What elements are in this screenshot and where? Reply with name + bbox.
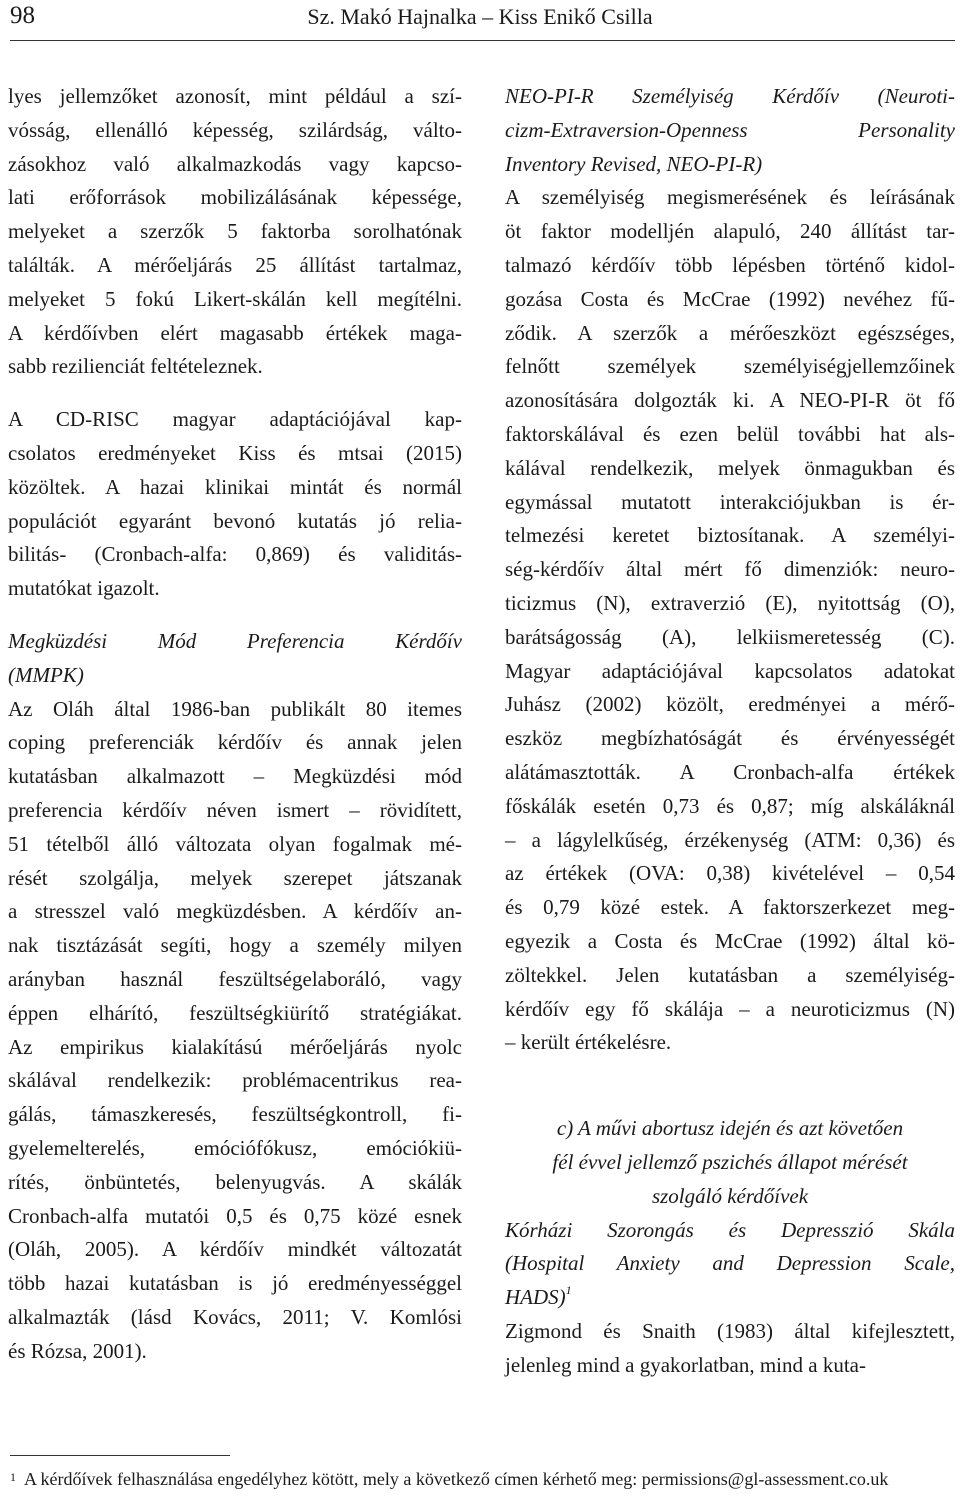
- text-line: HADS)$^1$: [505, 1283, 572, 1310]
- text-line: rítés, önbüntetés, belenyugvás. A skálák: [8, 1169, 462, 1194]
- text-line: főskálák esetén 0,73 és 0,87; míg alskáláknál: [505, 793, 955, 818]
- text-line: a stresszel való megküzdésben. A kérdőív an-: [8, 899, 462, 924]
- paragraph-neo-pi-r: [505, 181, 955, 1060]
- text-line: bilitás- (Cronbach-alfa: 0,869) és validitás-: [8, 542, 462, 567]
- text-line: kérdőív egy fő skálája – a neuroticizmus (N): [505, 996, 955, 1021]
- text-line: Az empirikus kialakítású mérőeljárás nyolc: [8, 1034, 462, 1059]
- text-line: (MMPK): [8, 662, 84, 687]
- text-line: zöltekkel. Jelen kutatásban a személyiség-: [505, 962, 955, 987]
- text-line: faktorskálával és ezen belül további hat als-: [505, 421, 955, 446]
- text-line: melyeket a szerzők 5 faktorba sorolhatónak: [8, 219, 462, 244]
- text-line: fél évvel jellemző pszichés állapot mérését: [552, 1149, 908, 1174]
- text-line: talmazó kérdőív több lépésben történő kidol-: [505, 252, 955, 277]
- paragraph-cd-risc: [8, 403, 462, 606]
- text-line: kutatásban alkalmazott – Megküzdési mód: [8, 764, 462, 789]
- text-line: gyelemelterelés, emóciófókusz, emóciókiü-: [8, 1135, 462, 1160]
- text-line: és Rózsa, 2001).: [8, 1338, 147, 1363]
- text-line: melyeket 5 fokú Likert-skálán kell megítélni.: [8, 286, 462, 311]
- paragraph-hads: [505, 1315, 955, 1383]
- text-line: NEO-PI-R Személyiség Kérdőív (Neuroti-: [505, 84, 955, 108]
- text-line: A személyiség megismerésének és leírásának: [505, 185, 955, 210]
- heading-hads: [505, 1214, 955, 1315]
- text-line: jelenleg mind a gyakorlatban, mind a kuta-: [505, 1352, 866, 1377]
- running-head: Sz. Makó Hajnalka – Kiss Enikő Csilla: [307, 4, 653, 29]
- text-line: gálás, támaszkeresés, feszültségkontroll, fi-: [8, 1102, 462, 1127]
- text-line: c) A művi abortusz idején és azt követően: [556, 1116, 904, 1141]
- text-line: egymással mutatott interakciójukban is ér-: [505, 489, 955, 514]
- text-line: – a lágylelkűség, érzékenység (ATM: 0,36) és: [505, 827, 955, 852]
- text-line: Zigmond és Snaith (1983) által kifejlesztett,: [505, 1318, 955, 1343]
- text-line: gozása Costa és McCrae (1992) nevéhez fű-: [505, 286, 955, 311]
- text-line: az értékek (OVA: 0,38) kivételével – 0,54: [505, 861, 955, 886]
- text-line: preferencia kérdőív néven ismert – rövidített,: [8, 797, 462, 822]
- footnote: [10, 1468, 888, 1490]
- text-line: lyes jellemzőket azonosít, mint például a szí-: [8, 84, 462, 108]
- paragraph-resilience: [8, 80, 462, 384]
- text-line: egyezik a Costa és McCrae (1992) által kö-: [505, 928, 955, 953]
- text-line: lati erőforrások mobilizálásának képessége,: [8, 185, 462, 210]
- text-line: Juhász (2002) közölt, eredményei a mérő-: [505, 692, 955, 717]
- text-line: eszköz megbízhatóságát és érvényességét: [505, 726, 955, 751]
- text-line: A CD-RISC magyar adaptációjával kap-: [8, 407, 462, 432]
- page-header: [0, 0, 960, 40]
- text-line: ség-kérdőív által mért fő dimenziók: neuro-: [505, 557, 955, 582]
- text-line: skálával rendelkezik: problémacentrikus rea-: [8, 1068, 462, 1093]
- text-line: – került értékelésre.: [505, 1030, 672, 1055]
- text-line: Magyar adaptációjával kapcsolatos adatokat: [505, 658, 955, 683]
- text-line: sabb rezilienciát feltételeznek.: [8, 354, 263, 379]
- text-line: Cronbach-alfa mutatói 0,5 és 0,75 közé esnek: [8, 1203, 462, 1228]
- text-line: Kórházi Szorongás és Depresszió Skála: [505, 1217, 955, 1242]
- text-line: azonosítására dolgozták ki. A NEO-PI-R öt fő: [505, 388, 955, 413]
- text-line: kálával rendelkezik, melyek önmagukban és: [505, 455, 955, 480]
- paragraph-mmpk: [8, 693, 462, 1369]
- footnote-reference: 1: [565, 1283, 572, 1298]
- text-line: Inventory Revised, NEO-PI-R): [505, 151, 763, 176]
- footnote-text: A kérdőívek felhasználása engedélyhez kötött, mely a következő címen kérhető meg: permissions@gl-assessment.co.uk: [24, 1469, 889, 1489]
- left-column: [8, 80, 462, 1368]
- footnote-mark: 1: [10, 1470, 16, 1484]
- section-heading-c: [505, 1112, 955, 1213]
- text-line: cizm-Extraversion-Openness Personality: [505, 117, 955, 142]
- text-line: zásokhoz való alkalmazkodás vagy kapcso-: [8, 151, 462, 176]
- text-line: telmezési keretet biztosítanak. A személyi-: [505, 523, 955, 548]
- heading-mmpk: [8, 625, 462, 693]
- heading-neo-pi-r: [505, 80, 955, 181]
- text-line: mutatókat igazolt.: [8, 576, 160, 601]
- text-line: éppen elhárító, feszültségkiürítő stratégiákat.: [8, 1000, 462, 1025]
- text-line: alátámasztották. A Cronbach-alfa értékek: [505, 759, 955, 784]
- header-rule: [10, 40, 955, 41]
- text-line: Megküzdési Mód Preferencia Kérdőív: [8, 628, 462, 653]
- text-line: közöltek. A hazai klinikai mintát és normál: [8, 474, 462, 499]
- text-line: Az Oláh által 1986-ban publikált 80 itemes: [8, 696, 462, 721]
- text-line: ződik. A szerzők a mérőeszközt egészséges,: [505, 320, 955, 345]
- right-column: [505, 80, 955, 1382]
- text-line: A kérdőívben elért magasabb értékek maga-: [8, 320, 462, 345]
- footnote-rule: [10, 1455, 230, 1456]
- text-line: csolatos eredményeket Kiss és mtsai (2015): [8, 440, 462, 465]
- text-line: vósság, ellenálló képesség, szilárdság, válto-: [8, 117, 462, 142]
- text-line: és 0,79 közé estek. A faktorszerkezet meg-: [505, 895, 955, 920]
- text-line: barátságosság (A), lelkiismeretesség (C).: [505, 624, 955, 649]
- text-line: felnőtt személyek személyiségjellemzőinek: [505, 354, 955, 379]
- text-line: populációt egyaránt bevonó kutatás jó relia-: [8, 508, 462, 533]
- text-line: rését szolgálja, melyek szerepet játszanak: [8, 865, 462, 890]
- text-line: öt faktor modelljén alapuló, 240 állítást tar-: [505, 219, 955, 244]
- text-line: coping preferenciák kérdőív és annak jelen: [8, 730, 462, 755]
- text-line: (Oláh, 2005). A kérdőív mindkét változatát: [8, 1237, 462, 1262]
- text-line: alkalmazták (lásd Kovács, 2011; V. Komlósi: [8, 1304, 462, 1329]
- text-line: szolgáló kérdőívek: [651, 1183, 809, 1208]
- text-line: nak tisztázását segíti, hogy a személy milyen: [8, 933, 462, 958]
- text-line: arányban használ feszültségelaboráló, vagy: [8, 966, 462, 991]
- text-line: találták. A mérőeljárás 25 állítást tartalmaz,: [8, 252, 462, 277]
- text-line: több hazai kutatásban is jó eredményességgel: [8, 1271, 462, 1296]
- page-number: 98: [10, 2, 35, 29]
- text-line: 51 tételből álló változata olyan fogalmak mé-: [8, 831, 462, 856]
- text-line: ticizmus (N), extraverzió (E), nyitottság (O),: [505, 590, 955, 615]
- text-line: (Hospital Anxiety and Depression Scale,: [505, 1251, 955, 1276]
